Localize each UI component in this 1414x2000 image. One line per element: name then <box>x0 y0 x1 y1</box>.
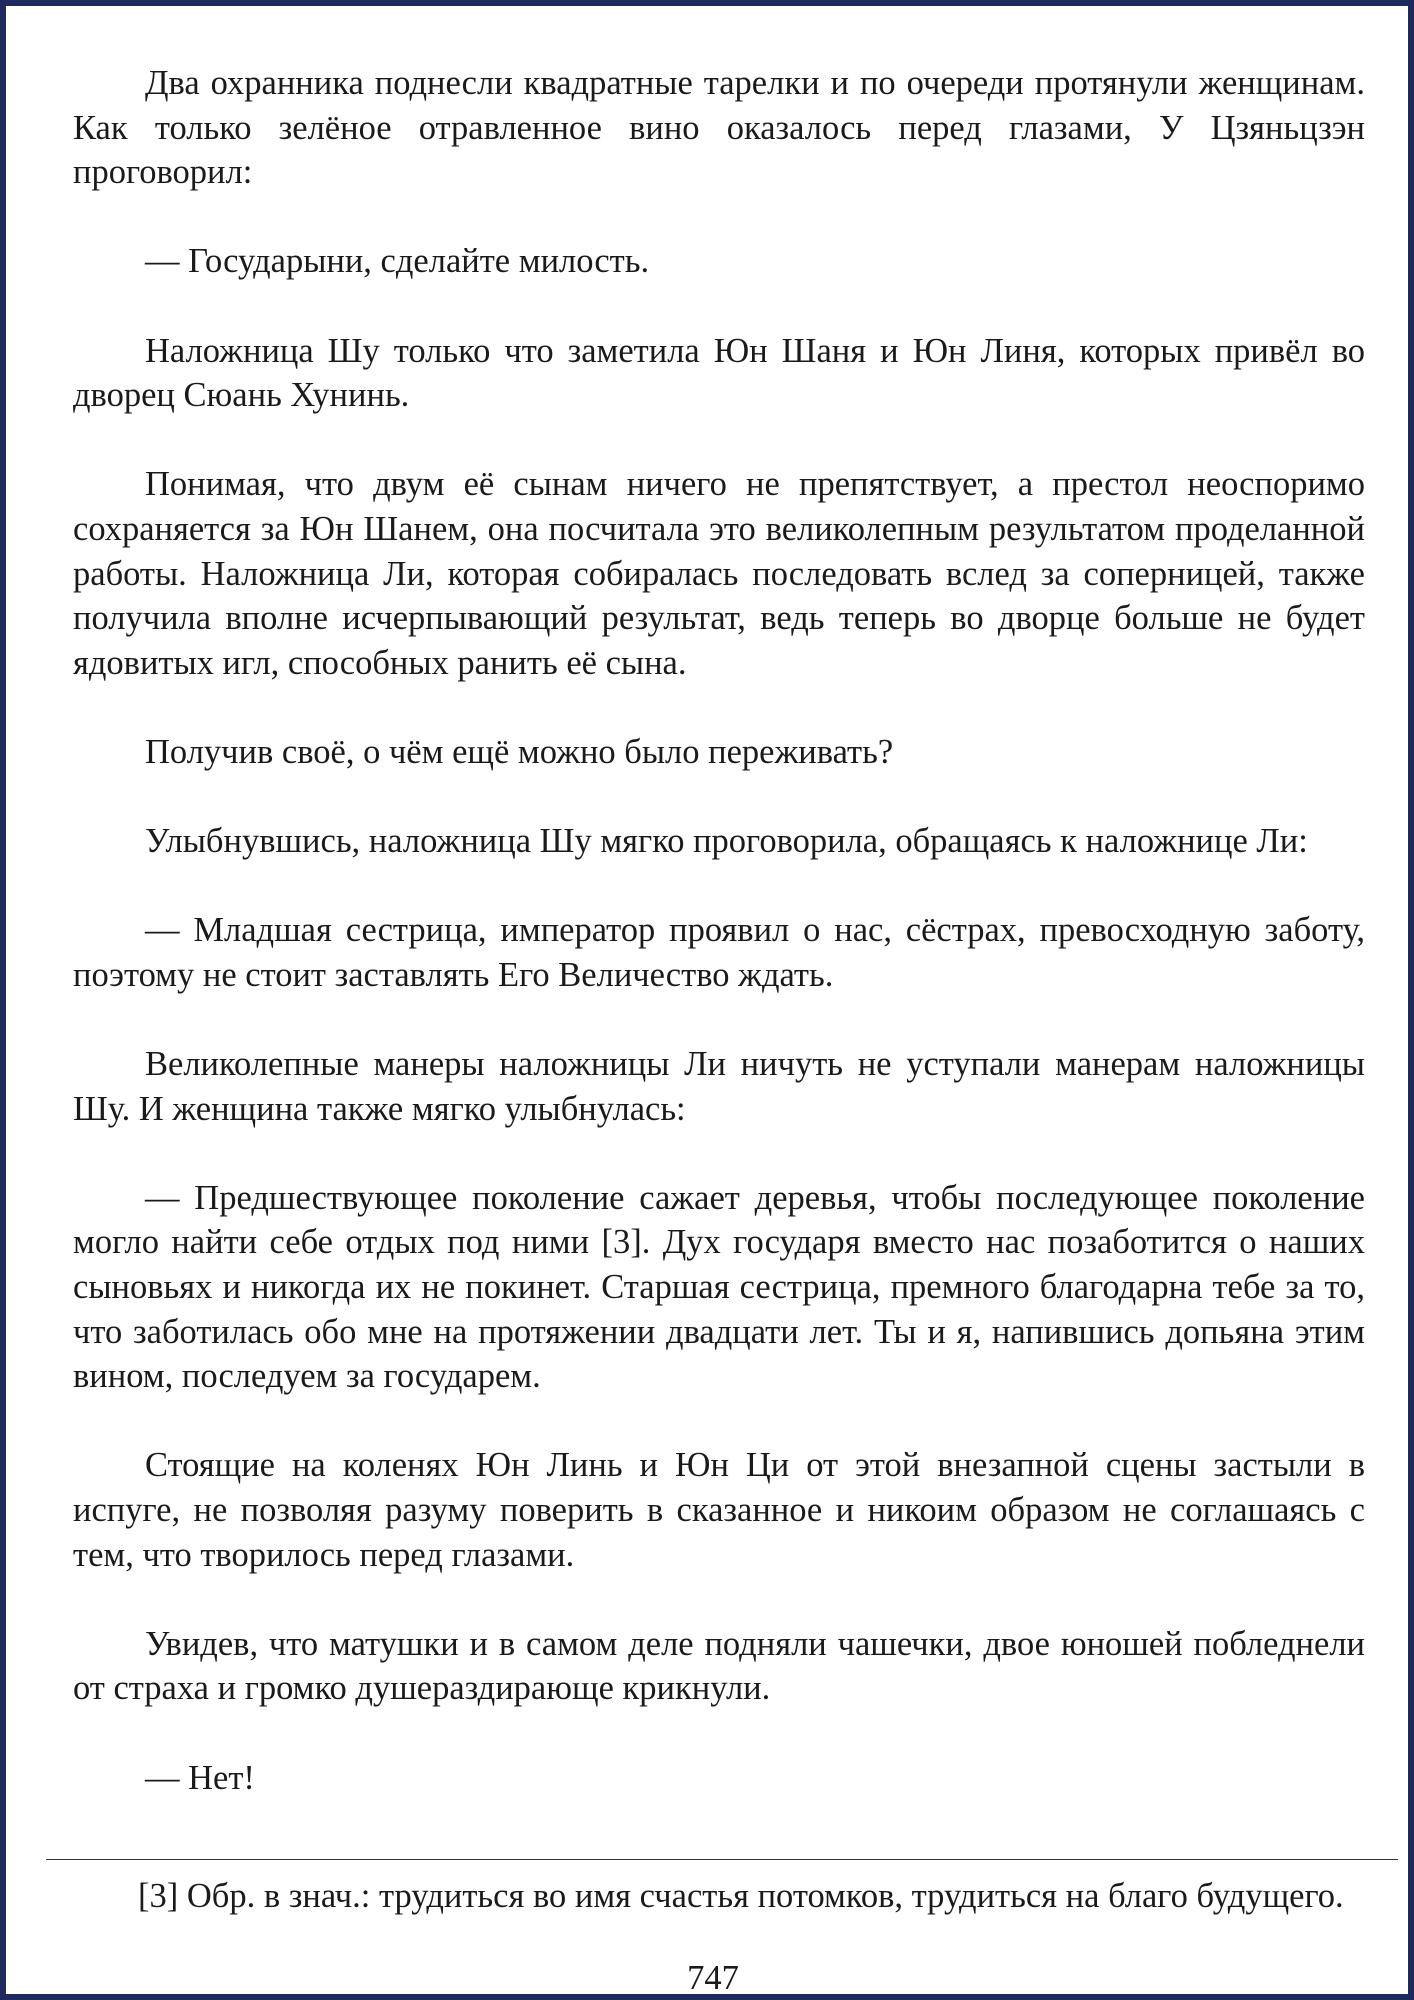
paragraph: — Предшествующее поколение сажает деревья, чтобы последующее поколение могло найти себе отдых под ними [3]. Дух государя вместо нас позаботится о наших сыновьях и никогда их не покинет. Старшая сестрица, премного благодарна тебе за то, что заботилась обо мне на протяжении двадцати лет. Ты и я, напившись допьяна этим вином, последуем за государем. <box>73 1178 1365 1396</box>
paragraph: Два охранника поднесли квадратные тарелки и по очереди протянули женщинам. Как только зелёное отравленное вино оказалось перед глазами, У Цзяньцзэн проговорил: <box>73 64 1365 192</box>
paragraph: — Нет! <box>145 1758 255 1797</box>
paragraph: Стоящие на коленях Юн Линь и Юн Ци от этой внезапной сцены застыли в испуге, не позволяя разуму поверить в сказанное и никоим образом не соглашаясь с тем, что творилось перед глазами. <box>73 1446 1365 1574</box>
paragraph: — Младшая сестрица, император проявил о нас, сёстрах, превосходную заботу, поэтому не стоит заставлять Его Величество ждать. <box>73 911 1365 994</box>
paragraph: Наложница Шу только что заметила Юн Шаня и Юн Линя, которых привёл во дворец Сюань Хунинь. <box>73 331 1365 415</box>
page-number: 747 <box>687 1959 739 1997</box>
paragraph: Получив своё, о чём ещё можно было переживать? <box>145 732 894 771</box>
paragraph: — Государыни, сделайте милость. <box>145 242 650 281</box>
main-text <box>73 61 1365 1800</box>
footnote: [3] Обр. в знач.: трудиться во имя счастья потомков, трудиться на благо будущего. <box>138 1877 1344 1915</box>
paragraph: Увидев, что матушки и в самом деле подняли чашечки, двое юношей побледнели от страха и громко душераздирающе крикнули. <box>73 1624 1365 1708</box>
paragraph: Улыбнувшись, наложница Шу мягко проговорила, обращаясь к наложнице Ли: <box>145 822 1308 861</box>
footnote-divider <box>46 1859 1398 1860</box>
paragraph: Понимая, что двум её сынам ничего не препятствует, а престол неоспоримо сохраняется за Юн Шанем, она посчитала это великолепным результатом проделанной работы. Наложница Ли, которая собиралась последовать вслед за соперницей, также получила вполне исчерпывающий результат, ведь теперь во дворце больше не будет ядовитых игл, способных ранить её сына. <box>73 465 1365 682</box>
paragraph: Великолепные манеры наложницы Ли ничуть не уступали манерам наложницы Шу. И женщина также мягко улыбнулась: <box>73 1045 1365 1128</box>
